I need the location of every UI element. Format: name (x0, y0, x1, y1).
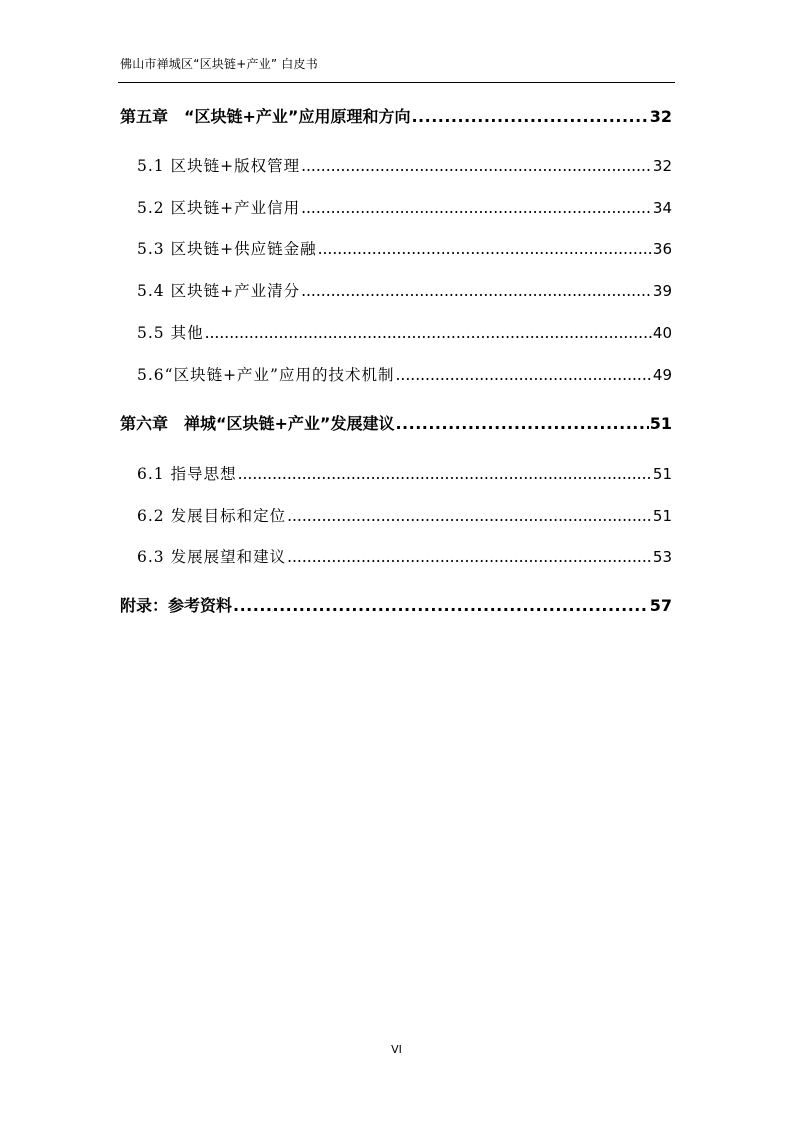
toc-entry-page: 53 (652, 548, 672, 566)
toc-entry-title: 5.6“区块链+产业”应用的技术机制 (137, 366, 395, 384)
page-number: VI (391, 1043, 402, 1056)
toc-chapter-6[interactable] (120, 414, 672, 434)
toc-entry-page: 32 (649, 107, 672, 126)
toc-entry-title: 5.1 区块链+版权管理 (137, 157, 301, 175)
toc-section-6-3[interactable] (137, 547, 672, 567)
toc-entry-page: 39 (652, 282, 672, 300)
toc-entry-page: 34 (652, 199, 672, 217)
toc-entry-title: 5.5 其他 (137, 324, 204, 342)
toc-entry-page: 49 (652, 366, 672, 384)
toc-section-5-5[interactable] (137, 323, 672, 343)
toc-dot-leader (287, 547, 652, 567)
toc-entry-title: 6.2 发展目标和定位 (137, 507, 287, 525)
toc-entry-title: 第五章 “区块链+产业”应用原理和方向 (120, 107, 411, 126)
toc-dot-leader (318, 239, 652, 259)
toc-section-5-4[interactable] (137, 281, 672, 301)
toc-dot-leader (396, 365, 652, 385)
toc-chapter-5[interactable] (120, 107, 672, 127)
header-title: 佛山市禅城区“区块链+产业” 白皮书 (120, 57, 318, 71)
toc-section-6-1[interactable] (137, 464, 672, 484)
toc-entry-page: 51 (649, 414, 672, 433)
toc-dot-leader (301, 156, 652, 176)
header-divider (118, 82, 675, 83)
toc-section-5-6[interactable] (137, 365, 672, 385)
toc-section-5-3[interactable] (137, 239, 672, 259)
toc-entry-title: 5.4 区块链+产业清分 (137, 282, 301, 300)
toc-dot-leader (301, 198, 652, 218)
toc-dot-leader (287, 506, 652, 526)
toc-dot-leader (233, 596, 649, 616)
toc-section-5-1[interactable] (137, 156, 672, 176)
toc-entry-title: 附录：参考资料 (120, 596, 233, 615)
toc-entry-page: 36 (652, 240, 672, 258)
toc-entry-page: 51 (652, 465, 672, 483)
toc-entry-title: 6.1 指导思想 (137, 465, 237, 483)
toc-entry-page: 32 (652, 157, 672, 175)
toc-entry-title: 5.2 区块链+产业信用 (137, 199, 301, 217)
toc-entry-page: 51 (652, 507, 672, 525)
toc-entry-title: 第六章 禅城“区块链+产业”发展建议 (120, 414, 395, 433)
toc-section-5-2[interactable] (137, 198, 672, 218)
toc-entry-title: 6.3 发展展望和建议 (137, 548, 287, 566)
toc-dot-leader (205, 323, 652, 343)
toc-section-6-2[interactable] (137, 506, 672, 526)
toc-entry-page: 40 (652, 324, 672, 342)
toc-entry-page: 57 (649, 596, 672, 615)
toc-dot-leader (238, 464, 652, 484)
toc-dot-leader (301, 281, 652, 301)
toc-dot-leader (395, 414, 648, 434)
toc-dot-leader (411, 107, 648, 127)
toc-appendix[interactable] (120, 596, 672, 616)
toc-entry-title: 5.3 区块链+供应链金融 (137, 240, 317, 258)
